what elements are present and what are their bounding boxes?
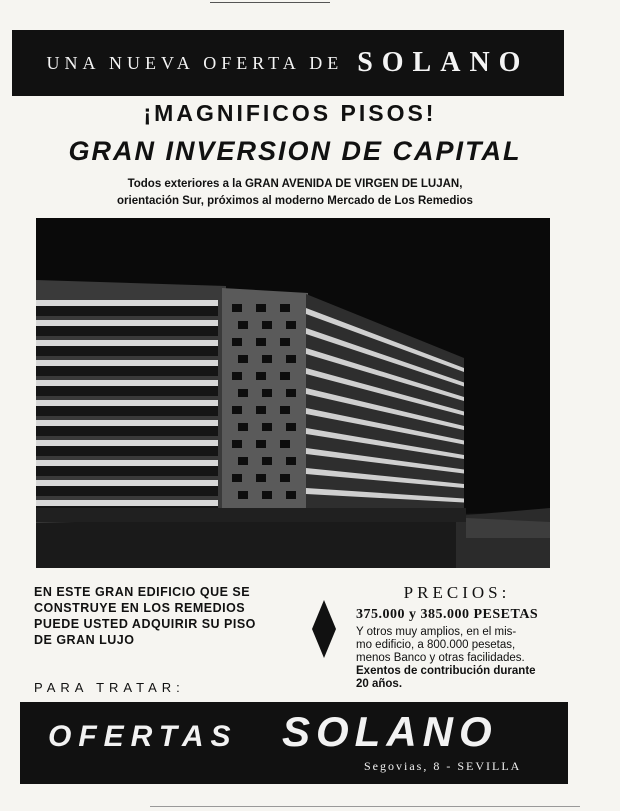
left-copy xyxy=(34,584,304,648)
top-rule xyxy=(210,2,330,3)
prices-detail-line: mo edificio, a 800.000 pesetas, xyxy=(356,639,516,651)
prices-detail-line: Exentos de contribución durante xyxy=(356,665,536,677)
header-brand: SOLANO xyxy=(357,47,530,78)
left-copy-line: CONSTRUYE EN LOS REMEDIOS xyxy=(34,601,246,615)
left-copy-line: PUEDE USTED ADQUIRIR SU PISO xyxy=(34,617,256,631)
headline-magnificos: ¡MAGNIFICOS PISOS! xyxy=(143,100,437,126)
para-tratar-label: PARA TRATAR: xyxy=(34,680,185,695)
prices-detail-line: 20 años. xyxy=(356,678,403,690)
prices-range: 375.000 y 385.000 PESETAS xyxy=(356,607,539,622)
footer-ofertas: OFERTAS xyxy=(48,720,238,753)
header-intro: UNA NUEVA OFERTA DE xyxy=(46,52,344,73)
prices-detail-line: Y otros muy amplios, en el mis- xyxy=(356,626,517,638)
footer-brand: SOLANO xyxy=(282,708,498,755)
prices-details xyxy=(356,626,561,691)
left-copy-line: EN ESTE GRAN EDIFICIO QUE SE xyxy=(34,585,251,599)
prices-detail-line: menos Banco y otras facilidades. xyxy=(356,652,525,664)
subline-avenida: Todos exteriores a la GRAN AVENIDA DE VIRGEN DE LUJAN, xyxy=(127,178,463,190)
header-band xyxy=(12,30,564,96)
scan-edge-line xyxy=(150,806,580,807)
left-copy-line: DE GRAN LUJO xyxy=(34,633,135,647)
footer-address: Segovias, 8 - SEVILLA xyxy=(364,759,522,773)
subline-orientacion: orientación Sur, próximos al moderno Mercado de Los Remedios xyxy=(117,195,473,207)
prices-title: PRECIOS: xyxy=(403,583,511,602)
headline-inversion: GRAN INVERSION DE CAPITAL xyxy=(68,136,522,166)
diamond-ornament xyxy=(312,600,336,658)
footer-band xyxy=(20,702,568,784)
building-photo xyxy=(36,218,550,568)
